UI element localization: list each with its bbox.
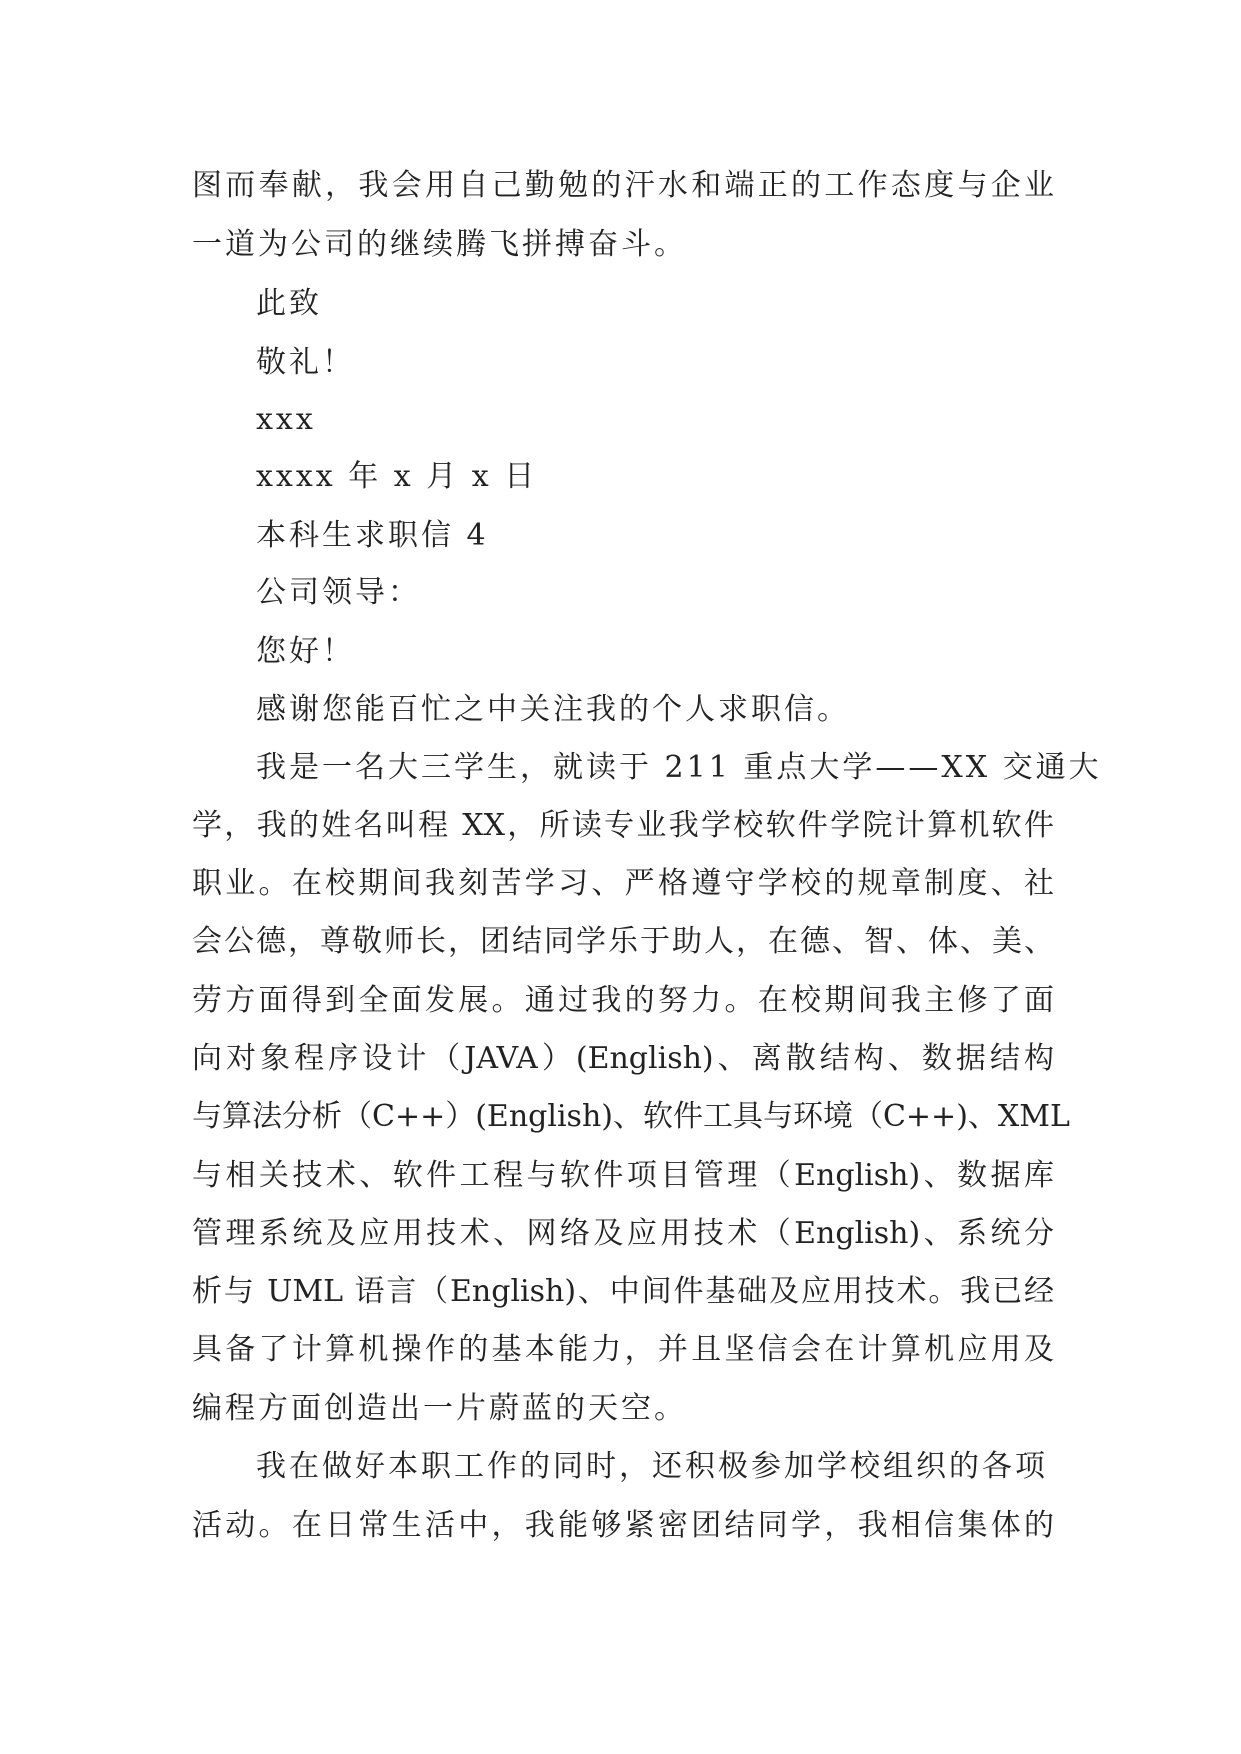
- letter-recipient: 公司领导：: [256, 575, 421, 610]
- text-line: 具备了计算机操作的基本能力，并且坚信会在计算机应用及: [192, 1332, 1054, 1367]
- text-line: 与相关技术、软件工程与软件项目管理（English)、数据库: [192, 1158, 1054, 1193]
- text-line: 管理系统及应用技术、网络及应用技术（English)、系统分: [192, 1216, 1054, 1251]
- text-line: 析与 UML 语言（English)、中间件基础及应用技术。我已经: [192, 1274, 1054, 1309]
- text-line: 图而奉献，我会用自己勤勉的汗水和端正的工作态度与企业: [192, 168, 1054, 203]
- letter-greeting: 您好！: [256, 634, 355, 669]
- text-line: 活动。在日常生活中，我能够紧密团结同学，我相信集体的: [192, 1508, 1054, 1543]
- text-line: 感谢您能百忙之中关注我的个人求职信。: [256, 692, 850, 727]
- text-line: 会公德，尊敬师长，团结同学乐于助人，在德、智、体、美、: [192, 924, 1054, 959]
- text-line: 与算法分析（C++）(English)、软件工具与环境（C++)、XML: [192, 1099, 1070, 1134]
- signature-name: xxx: [256, 402, 316, 437]
- text-line: 我是一名大三学生，就读于 211 重点大学——XX 交通大: [256, 750, 1102, 785]
- closing-regards: 敬礼！: [256, 345, 355, 380]
- text-line: 一道为公司的继续腾飞拼搏奋斗。: [192, 227, 687, 262]
- text-line: 学，我的姓名叫程 XX，所读专业我学校软件学院计算机软件: [192, 808, 1054, 843]
- text-line: 劳方面得到全面发展。通过我的努力。在校期间我主修了面: [192, 983, 1054, 1018]
- text-line: 向对象程序设计（JAVA）(English)、离散结构、数据结构: [192, 1041, 1054, 1076]
- text-line: 编程方面创造出一片蔚蓝的天空。: [192, 1391, 687, 1426]
- section-title: 本科生求职信 4: [256, 518, 489, 553]
- text-line: 我在做好本职工作的同时，还积极参加学校组织的各项: [256, 1449, 1048, 1484]
- signature-date: xxxx 年 x 月 x 日: [256, 459, 538, 494]
- closing-salutation: 此致: [256, 286, 322, 321]
- text-line: 职业。在校期间我刻苦学习、严格遵守学校的规章制度、社: [192, 866, 1054, 901]
